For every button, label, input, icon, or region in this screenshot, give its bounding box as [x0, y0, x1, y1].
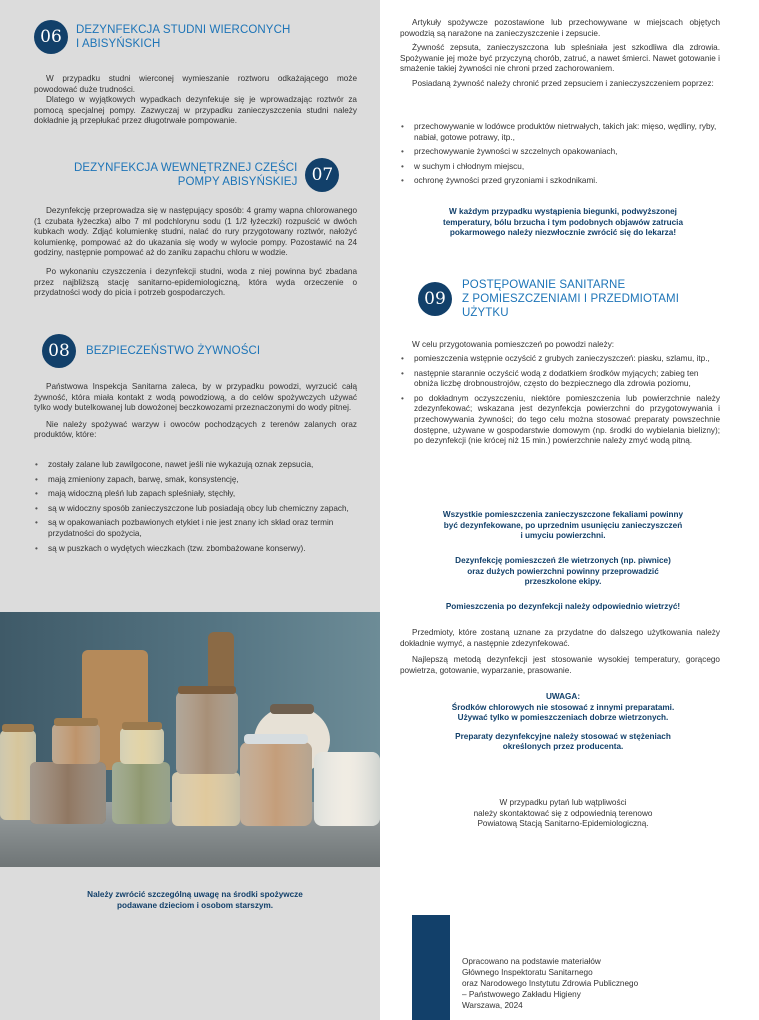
paragraph: Po wykonaniu czyszczenia i dezynfekcji studni, woda z niej powinna być zbadana przez najbliższą stację sanitarno-epidemiologiczną, która wyda orzeczenie o przydatności wody do picia i potrzeb gospodarczych.: [34, 266, 357, 298]
ventilation-note: Pomieszczenia po dezynfekcji należy odpowiednio wietrzyć!: [445, 602, 681, 611]
list-item: • przechowywanie żywności w szczelnych opakowaniach,: [400, 147, 720, 158]
section-title: DEZYNFEKCJA WEWNĘTRZNEJ CZĘŚCI POMPY ABISYŃSKIEJ: [74, 162, 298, 188]
food-protection-list: [400, 122, 720, 191]
paragraph: Przedmioty, które zostaną uznane za przydatne do dalszego użytkowania należy dokładnie wymyć, a następnie zdezynfekować.: [400, 628, 720, 648]
caution-box: UWAGA: Środków chlorowych nie stosować z innymi preparatami. Używać tylko w pomieszczeniach dobrze wietrzonych. Preparaty dezynfekcyjne należy stosować w stężeniach określonych przez producenta.: [398, 692, 728, 753]
section-number-badge: 09: [418, 282, 452, 316]
pantry-jars-photo: [0, 612, 380, 867]
section-09-header: [418, 278, 679, 320]
list-item: • następnie starannie oczyścić wodą z dodatkiem środków myjących; zabieg ten obniża liczbę drobnoustrojów, często do bezpiecznego dla zdrowia poziomu,: [400, 369, 720, 390]
section-number-badge: 08: [42, 334, 76, 368]
poisoning-warning: W każdym przypadku wystąpienia biegunki, podwyższonej temperatury, bólu brzucha i tym podobnych objawów zatrucia pokarmowego należy niezwłocznie zwrócić się do lekarza!: [442, 207, 684, 238]
paragraph: Posiadaną żywność należy chronić przed zepsuciem i zanieczyszczeniem poprzez:: [412, 78, 714, 88]
section-title: POSTĘPOWANIE SANITARNE Z POMIESZCZENIAMI I PRZEDMIOTAMI UŻYTKU: [462, 279, 680, 319]
list-item: • są w opakowaniach pozbawionych etykiet i nie jest znany ich skład oraz termin przydatności do spożycia,: [34, 518, 357, 539]
footer-accent-bar: [412, 915, 450, 1020]
paragraph: Dezynfekcję przeprowadza się w następujący sposób: 4 gramy wapna chlorowanego (1 czubata łyżeczka) albo 7 ml podchlorynu sodu (1 1/2 łyżeczki) rozpuścić w dwóch kubkach wody. Zdjąć kolumienkę studni, nalać do rury przygotowany roztwór, nałożyć kolumienkę, pompować aż do ukazania się wody w wylocie pompy. Pozostawić na 24 godziny, następnie pompować aż do zaniku zapachu chloru w wodzie.: [34, 206, 357, 258]
section-09-text: [400, 628, 720, 676]
section-title: DEZYNFEKCJA STUDNI WIERCONYCH I ABISYŃSKICH: [76, 24, 291, 50]
paragraph: W celu przygotowania pomieszczeń po powodzi należy:: [412, 340, 615, 349]
food-storage-text: [400, 18, 720, 90]
paragraph: Najlepszą metodą dezynfekcji jest stosowanie wysokiej temperatury, gorącego powietrza, gotowanie, wyparzanie, prasowanie.: [400, 655, 720, 675]
paragraph: Dlatego w wyjątkowych wypadkach dezynfekuje się je wprowadzając roztwór za pomocą specjalnej pompy. Zazwyczaj w przypadku zanieczyszczenia studni należy dokładnie ją przepłukać przez długotrwałe pompowanie.: [34, 95, 357, 126]
section-06-header: [34, 20, 290, 54]
credits-text: Opracowano na podstawie materiałów Głównego Inspektoratu Sanitarnego oraz Narodowego Instytutu Zdrowia Publicznego – Państwowego Zakładu Higieny Warszawa, 2024: [462, 957, 639, 1010]
list-item: • po dokładnym oczyszczeniu, niektóre pomieszczenia lub powierzchnie należy zdezynfekować; wskazana jest dezynfekcja powierzchni do przygotowywania i przechowywania żywności; do tego celu można stosować preparaty powszechnie dostępne, używane w gospodarstwie domowym (np. środki do wybielania bielizny); po dezynfekcji (nie krócej niż 15 min.) powierzchnie należy zmyć wodą pitną.: [400, 394, 720, 447]
paragraph: W przypadku studni wierconej wymieszanie roztworu odkażającego może powodować duże trudności.: [34, 74, 357, 94]
list-item: • przechowywanie w lodówce produktów nietrwałych, takich jak: mięso, wędliny, ryby, nabiał, gotowe potrawy, itp.,: [400, 122, 720, 143]
list-item: • mają widoczną pleśń lub zapach spleśniały, stęchły,: [34, 489, 357, 500]
section-08-text: [34, 382, 357, 441]
food-bullet-list: [34, 460, 357, 558]
list-item: • są w widoczny sposób zanieczyszczone lub posiadają obcy lub chemiczny zapach,: [34, 504, 357, 515]
section-08-header: [42, 334, 260, 368]
section-title: BEZPIECZEŃSTWO ŻYWNOŚCI: [86, 345, 261, 357]
contact-note: W przypadku pytań lub wątpliwości należy skontaktować się z odpowiednią terenowo Powiatową Stacją Sanitarno-Epidemiologiczną.: [473, 798, 653, 829]
paragraph: Państwowa Inspekcja Sanitarna zaleca, by w przypadku powodzi, wyrzucić całą żywność, która miała kontakt z wodą powodziową, a do celów spożywczych używać tylko wody butelkowanej lub dowożonej beczkowozami przeznaczonymi do wody pitnej.: [34, 382, 357, 413]
section-number-badge: 06: [34, 20, 68, 54]
paragraph: Nie należy spożywać warzyw i owoców pochodzących z terenów zalanych oraz produktów, które:: [34, 419, 357, 440]
section-06-text: [34, 74, 357, 127]
elderly-children-note: Należy zwrócić szczególną uwagę na środki spożywcze podawane dzieciom i osobom starszym.: [87, 890, 303, 910]
list-item: • zostały zalane lub zawilgocone, nawet jeśli nie wykazują oznak zepsucia,: [34, 460, 357, 471]
team-disinfection-note: Dezynfekcję pomieszczeń źle wietrzonych (np. piwnice) oraz dużych powierzchni powinny przeprowadzić przeszkolone ekipy.: [455, 556, 671, 587]
list-item: • pomieszczenia wstępnie oczyścić z grubych zanieczyszczeń: piasku, szlamu, itp.,: [400, 354, 720, 365]
fecal-disinfection-note: Wszystkie pomieszczenia zanieczyszczone fekaliami powinny być dezynfekowane, po uprzednim usunięciu zanieczyszczeń i umyciu powierzchni.: [442, 510, 684, 541]
caution-title: UWAGA:: [545, 692, 581, 701]
list-item: • w suchym i chłodnym miejscu,: [400, 162, 720, 173]
section-09-intro: [400, 340, 720, 351]
section-07-header: [74, 158, 339, 192]
list-item: • ochronę żywności przed gryzoniami i szkodnikami.: [400, 176, 720, 187]
list-item: • są w puszkach o wydętych wieczkach (tzw. zbombażowane konserwy).: [34, 544, 357, 555]
cleaning-steps-list: [400, 354, 720, 451]
section-07-text: [34, 206, 357, 299]
paragraph: Żywność zepsuta, zanieczyszczona lub spleśniała jest szkodliwa dla zdrowia. Spożywanie jej może być przyczyną chorób, zatruć, a nawet śmierci. Nawet gotowanie i smażenie takiej żywności nie chroni przed zachorowaniem.: [400, 43, 720, 74]
section-number-badge: 07: [305, 158, 339, 192]
paragraph: Artykuły spożywcze pozostawione lub przechowywane w miejscach objętych powodzią są narażone na zanieczyszczenie i zepsucie.: [400, 18, 720, 38]
pantry-jars-illustration: [0, 612, 380, 867]
list-item: • mają zmieniony zapach, barwę, smak, konsystencję,: [34, 475, 357, 486]
